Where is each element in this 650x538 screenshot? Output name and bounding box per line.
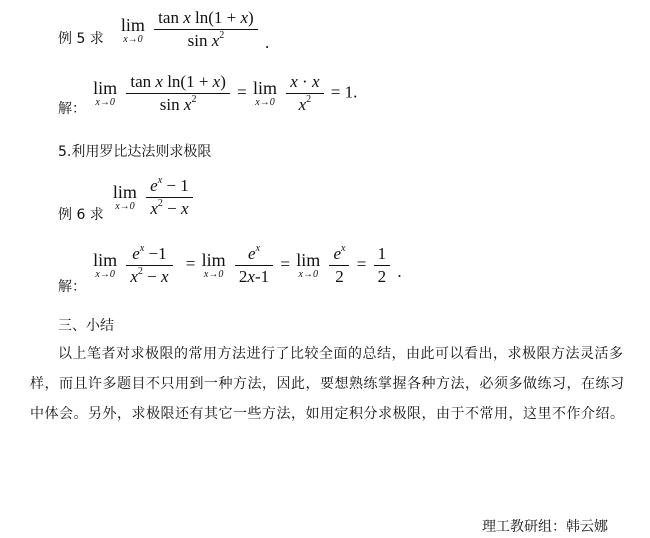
example-6 <box>58 175 196 223</box>
solution-5-label: 解： <box>58 101 86 117</box>
solution-5 <box>58 72 357 115</box>
example-6-formula: lim x→0 $\frac{e^x - 1}{x^2 - x}$ <box>111 176 196 219</box>
solution-6-formula: lim x→0 $\frac{e^x -1}{x^2 - x}$ = lim x→0 $\frac{e^x}{2x-1}$ = lim x→0 $\frac{e^x}{2}$ = $\frac{1}{2}$ . <box>93 243 402 286</box>
example-5 <box>58 8 269 52</box>
section-summary-title: 三、小结 <box>58 318 114 334</box>
summary-text: 以上笔者对求极限的常用方法进行了比较全面的总结，由此可以看出，求极限方法灵活多样，而且许多题目不只用到一种方法，因此，要想熟练掌握各种方法，必须多做练习，在练习中体会。另外，求极限还有其它一些方法，如用定积分求极限，由于不常用，这里不作介绍。 <box>30 346 625 422</box>
solution-6 <box>58 243 402 295</box>
summary-paragraph <box>30 339 628 429</box>
solution-6-label: 解： <box>58 279 86 295</box>
author-signature: 理工教研组：韩云娜 <box>482 519 608 535</box>
solution-5-formula: lim x→0 $\frac{\text{tan x ln(1 + x)}}{\sin x^2}$ = lim x→0 $\frac{x \cdot x}{x^2}$ = 1. <box>93 72 358 114</box>
example-5-formula: lim x→0 $\frac{\text{tan x ln(1 + x)}}{\sin x^2}$ . <box>120 8 270 52</box>
section-5-title: 5.利用罗比达法则求极限 <box>58 144 212 160</box>
example-5-label: 例 5 求 <box>58 31 104 47</box>
example-6-label: 例 6 求 <box>58 207 104 223</box>
